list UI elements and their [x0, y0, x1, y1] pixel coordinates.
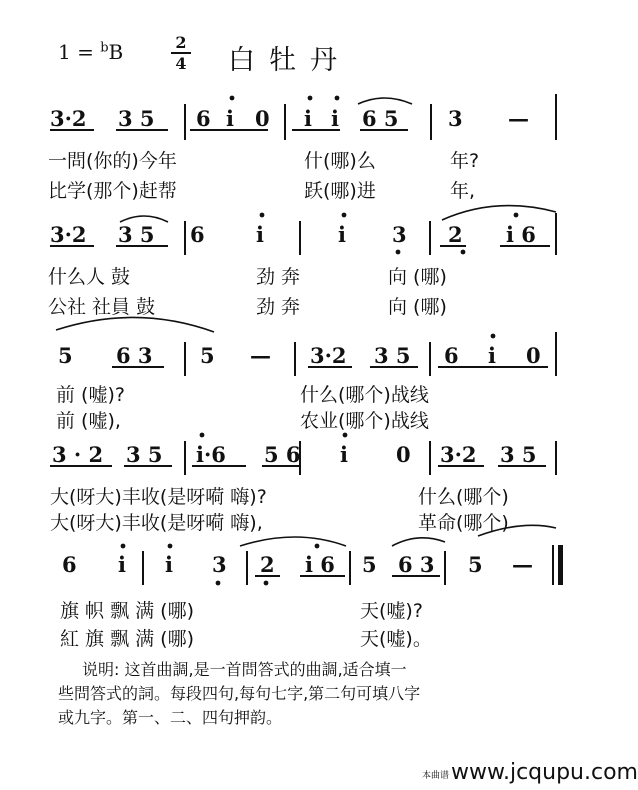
note: i: [226, 106, 234, 131]
note: 6 5: [362, 106, 399, 131]
note: i: [338, 222, 346, 247]
note: 3·2: [50, 222, 87, 247]
note: —: [508, 106, 529, 131]
lyrics-line: 前 (嘘)?: [56, 384, 125, 406]
time-bottom: 4: [175, 54, 187, 73]
note: i·6: [196, 442, 226, 467]
note: 3 · 2: [52, 442, 104, 467]
note: 5: [200, 343, 215, 368]
lyrics-line: 农业(哪个)战线: [300, 410, 429, 432]
note: i: [340, 442, 348, 467]
lyrics-line: 什么人 鼓: [48, 266, 131, 288]
note: 3 5: [118, 222, 155, 247]
note: 6 3: [116, 343, 153, 368]
note: i 6: [305, 552, 335, 577]
lyrics-line: 紅 旗 飘 满 (哪): [60, 628, 194, 650]
explanation-line: 些問答式的詞。每段四句,每句七字,第二句可填八字: [58, 684, 421, 703]
lyrics-line: 大(呀大)丰收(是呀嗬 嗨)?: [50, 486, 267, 508]
note: 5: [362, 552, 377, 577]
lyrics-line: 劲 奔: [256, 296, 301, 318]
note: 6: [444, 343, 459, 368]
note: —: [512, 552, 533, 577]
note: 6: [196, 106, 211, 131]
note: i: [165, 552, 173, 577]
lyrics-line: 什么(哪个)战线: [300, 384, 429, 406]
lyrics-line: 年?: [450, 150, 480, 172]
note: 3 5: [500, 442, 537, 467]
song-title: 白牡丹: [228, 45, 351, 76]
note: 5: [58, 343, 73, 368]
lyrics-line: 旗 帜 飘 满 (哪): [60, 600, 194, 622]
note: 3·2: [310, 343, 347, 368]
lyrics-line: 劲 奔: [256, 266, 301, 288]
note: 3·2: [50, 106, 87, 131]
lyrics-line: 天(嘘)?: [360, 600, 423, 622]
note: i 6: [506, 222, 536, 247]
lyrics-line: 向 (哪): [388, 266, 447, 288]
note: 6: [62, 552, 77, 577]
lyrics-line: 天(嘘)。: [360, 628, 432, 650]
note: 3 5: [374, 343, 411, 368]
note: i: [488, 343, 496, 368]
watermark-url: www.jcqupu.com: [451, 760, 638, 785]
note: i: [256, 222, 264, 247]
explanation-line: 说明: 这首曲調,是一首問答式的曲調,适合填一: [82, 660, 407, 679]
note: 3·2: [440, 442, 477, 467]
lyrics-line: 大(呀大)丰收(是呀嗬 嗨),: [50, 512, 263, 534]
watermark-label: 本曲谱: [422, 771, 450, 781]
lyrics-line: 比学(那个)赶帮: [48, 180, 177, 202]
lyrics-line: 向 (哪): [388, 296, 447, 318]
key-signature: 1 = $^b$B: [58, 40, 124, 64]
lyrics-line: 年,: [450, 180, 476, 202]
note: 6 3: [398, 552, 435, 577]
note: 2: [260, 552, 275, 577]
lyrics-line: 革命(哪个): [418, 512, 509, 534]
note: i: [304, 106, 312, 131]
note: i: [118, 552, 126, 577]
note: 0: [255, 106, 270, 131]
time-top: 2: [175, 33, 187, 52]
note: i: [331, 106, 339, 131]
lyrics-line: 一問(你的)今年: [48, 150, 177, 172]
lyrics-line: 跃(哪)进: [304, 180, 376, 202]
lyrics-line: 公社 社員 鼓: [48, 296, 156, 318]
note: 3: [212, 552, 227, 577]
note: 0: [526, 343, 541, 368]
note: 6: [190, 222, 205, 247]
note: 3 5: [118, 106, 155, 131]
note: 0: [396, 442, 411, 467]
note: 2: [448, 222, 463, 247]
note: 3: [448, 106, 463, 131]
note: 5 6: [264, 442, 301, 467]
explanation-line: 或九字。第一、二、四句押韵。: [58, 708, 283, 727]
note: 3 5: [126, 442, 163, 467]
lyrics-line: 前 (嘘),: [56, 410, 121, 432]
lyrics-line: 什么(哪个): [418, 486, 509, 508]
lyrics-line: 什(哪)么: [304, 150, 376, 172]
note: —: [250, 343, 271, 368]
note: 3: [392, 222, 407, 247]
note: 5: [468, 552, 483, 577]
